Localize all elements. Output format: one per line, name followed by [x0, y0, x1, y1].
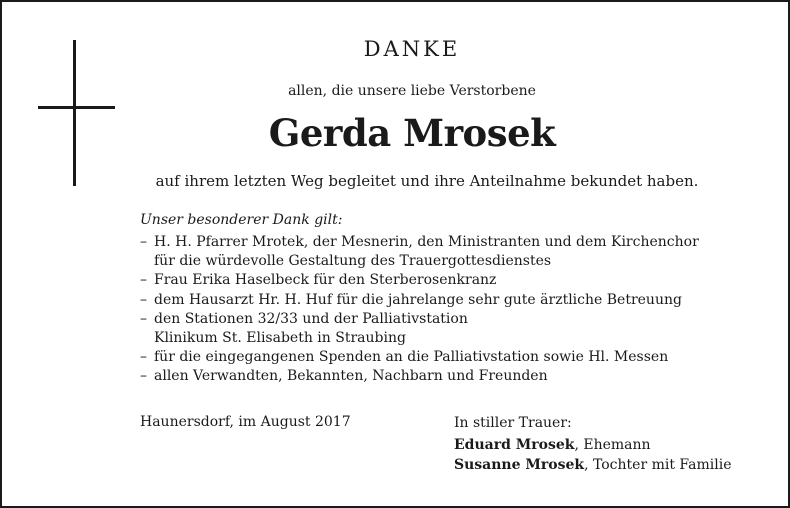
mourner-name: Eduard Mrosek: [454, 437, 575, 453]
list-dash: –: [140, 310, 147, 327]
list-item: [140, 233, 765, 271]
list-dash: –: [140, 291, 147, 308]
notice-after-name: auf ihrem letzten Weg begleitet und ihre Anteilnahme bekundet haben.: [155, 172, 699, 190]
mourner-row: [454, 455, 732, 475]
list-dash: –: [140, 234, 147, 250]
list-item-line: H. H. Pfarrer Mrotek, der Mesnerin, den Ministranten und dem Kirchenchor: [154, 234, 699, 250]
mourner-row: [454, 435, 732, 455]
notice-heading: DANKE: [363, 37, 461, 61]
notice-intro: allen, die unsere liebe Verstorbene: [288, 83, 536, 99]
list-item: [140, 291, 765, 310]
thanks-list: [140, 233, 765, 387]
place-date: Haunersdorf, im August 2017: [140, 414, 351, 430]
list-item: [140, 310, 765, 348]
list-item-line: allen Verwandten, Bekannten, Nachbarn und Freunden: [154, 368, 548, 385]
cross-horizontal-bar: [38, 106, 115, 109]
list-item: [140, 367, 765, 386]
mourning-label: In stiller Trauer:: [454, 415, 572, 431]
list-item: [140, 348, 765, 367]
thanks-title: Unser besonderer Dank gilt:: [140, 212, 343, 228]
mourners-block: [454, 413, 732, 475]
deceased-name: Gerda Mrosek: [268, 111, 556, 155]
list-item-line: Klinikum St. Elisabeth in Straubing: [154, 330, 406, 347]
list-item: [140, 271, 765, 290]
mourner-relation: , Ehemann: [574, 437, 651, 453]
list-item-line: für die eingegangenen Spenden an die Palliativstation sowie Hl. Messen: [154, 349, 669, 366]
cross-vertical-bar: [73, 40, 76, 186]
mourner-relation: , Tochter mit Familie: [584, 457, 732, 473]
list-item-line: dem Hausarzt Hr. H. Huf für die jahrelange sehr gute ärztliche Betreuung: [154, 291, 682, 308]
list-dash: –: [140, 368, 147, 385]
mourner-name: Susanne Mrosek: [454, 457, 585, 473]
list-item-line: Frau Erika Haselbeck für den Sterberosenkranz: [154, 272, 497, 289]
list-item-line: für die würdevolle Gestaltung des Trauergottesdienstes: [154, 253, 552, 270]
list-item-line: den Stationen 32/33 und der Palliativstation: [154, 310, 468, 327]
list-dash: –: [140, 349, 147, 366]
list-dash: –: [140, 272, 147, 289]
